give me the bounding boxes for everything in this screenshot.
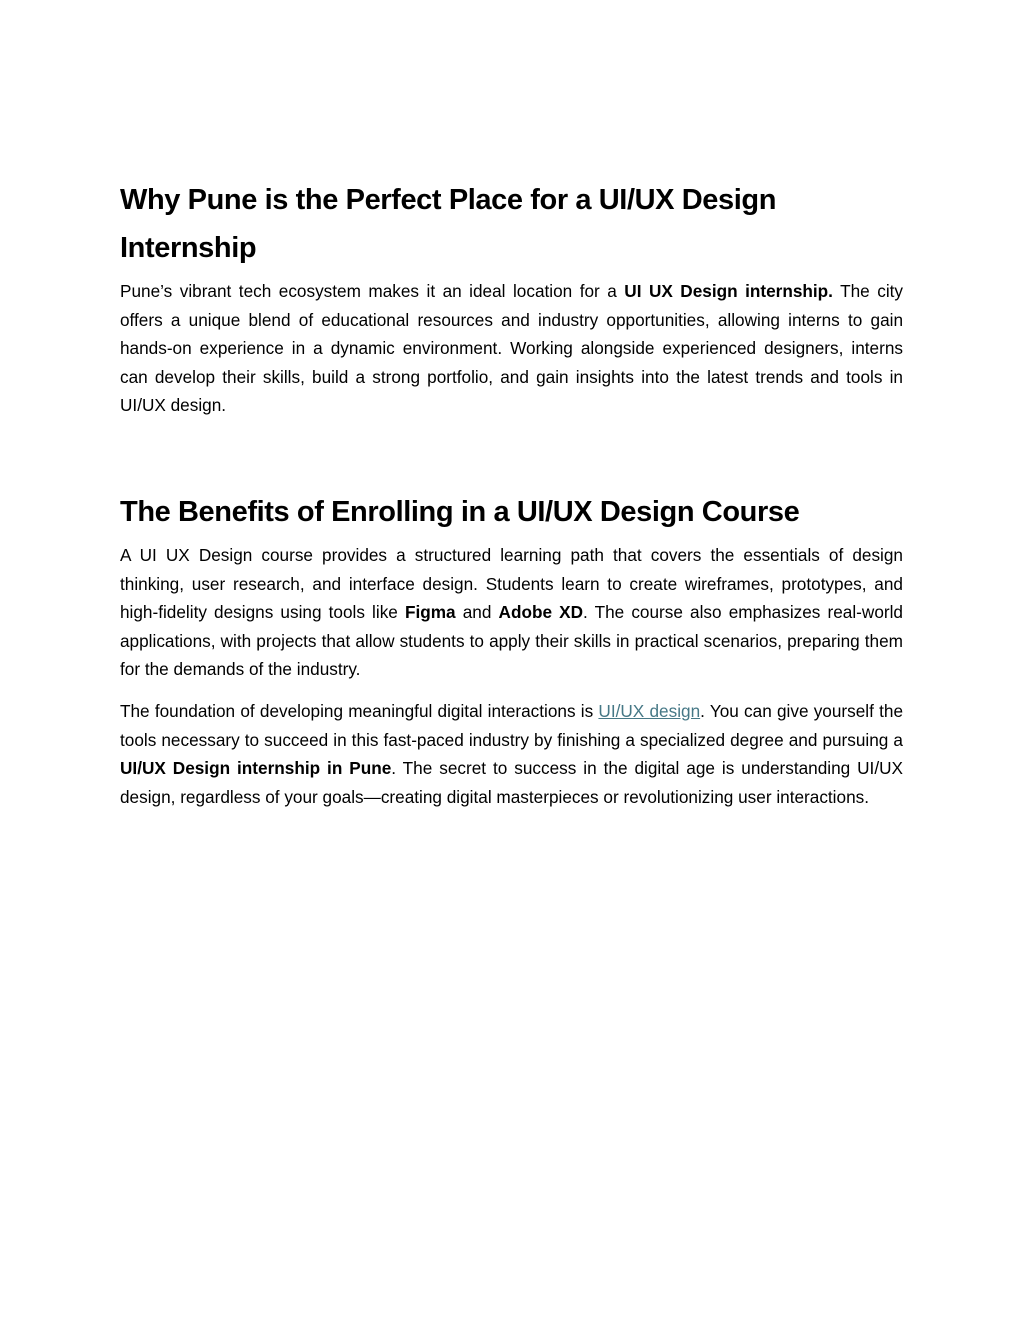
bold-adobe-xd: Adobe XD <box>498 602 583 623</box>
bold-ui-ux-internship: UI UX Design internship. <box>624 281 833 301</box>
bold-figma: Figma <box>404 602 456 623</box>
text-segment: The foundation of developing meaningful digital interactions is <box>120 700 599 721</box>
bold-internship-pune: UI/UX Design internship in Pune <box>120 758 392 779</box>
text-segment: . The course also emphasizes real-world applications, with projects that allow students to apply their skills in practical scenarios, preparing them for the demands of the industry. <box>120 602 903 680</box>
paragraph-why-pune <box>120 277 903 420</box>
paragraph-course <box>120 541 903 684</box>
text-segment: . The secret to success in the digital age is understanding UI/UX design, regardless of your goals—creating digital masterpieces or revolutionizing user interactions. <box>120 758 903 807</box>
document-content <box>120 176 903 811</box>
text-segment: . You can give yourself the tools necessary to succeed in this fast-paced industry by finishing a specialized degree and pursuing a <box>120 700 904 750</box>
paragraph-foundation <box>120 697 903 811</box>
text-segment: and <box>455 602 499 623</box>
text-segment: A UI UX Design course provides a structured learning path that covers the essentials of design thinking, user research, and interface design. Students learn to create wireframes, prototypes, and high-fidelity designs using tools like <box>120 544 903 623</box>
section-heading-why-pune: Why Pune is the Perfect Place for a UI/UX Design Internship <box>120 184 777 264</box>
section-heading-benefits: The Benefits of Enrolling in a UI/UX Design Course <box>120 495 800 528</box>
ui-ux-design-link[interactable]: UI/UX design <box>598 700 701 721</box>
text-segment: Pune’s vibrant tech ecosystem makes it an ideal location for a <box>120 281 625 301</box>
text-segment: The city offers a unique blend of educational resources and industry opportunities, allowing interns to gain hands-on experience in a dynamic environment. Working alongside experienced designers, interns can develop their skills, build a strong portfolio, and gain insights into the latest trends and tools in UI/UX design. <box>120 281 904 416</box>
